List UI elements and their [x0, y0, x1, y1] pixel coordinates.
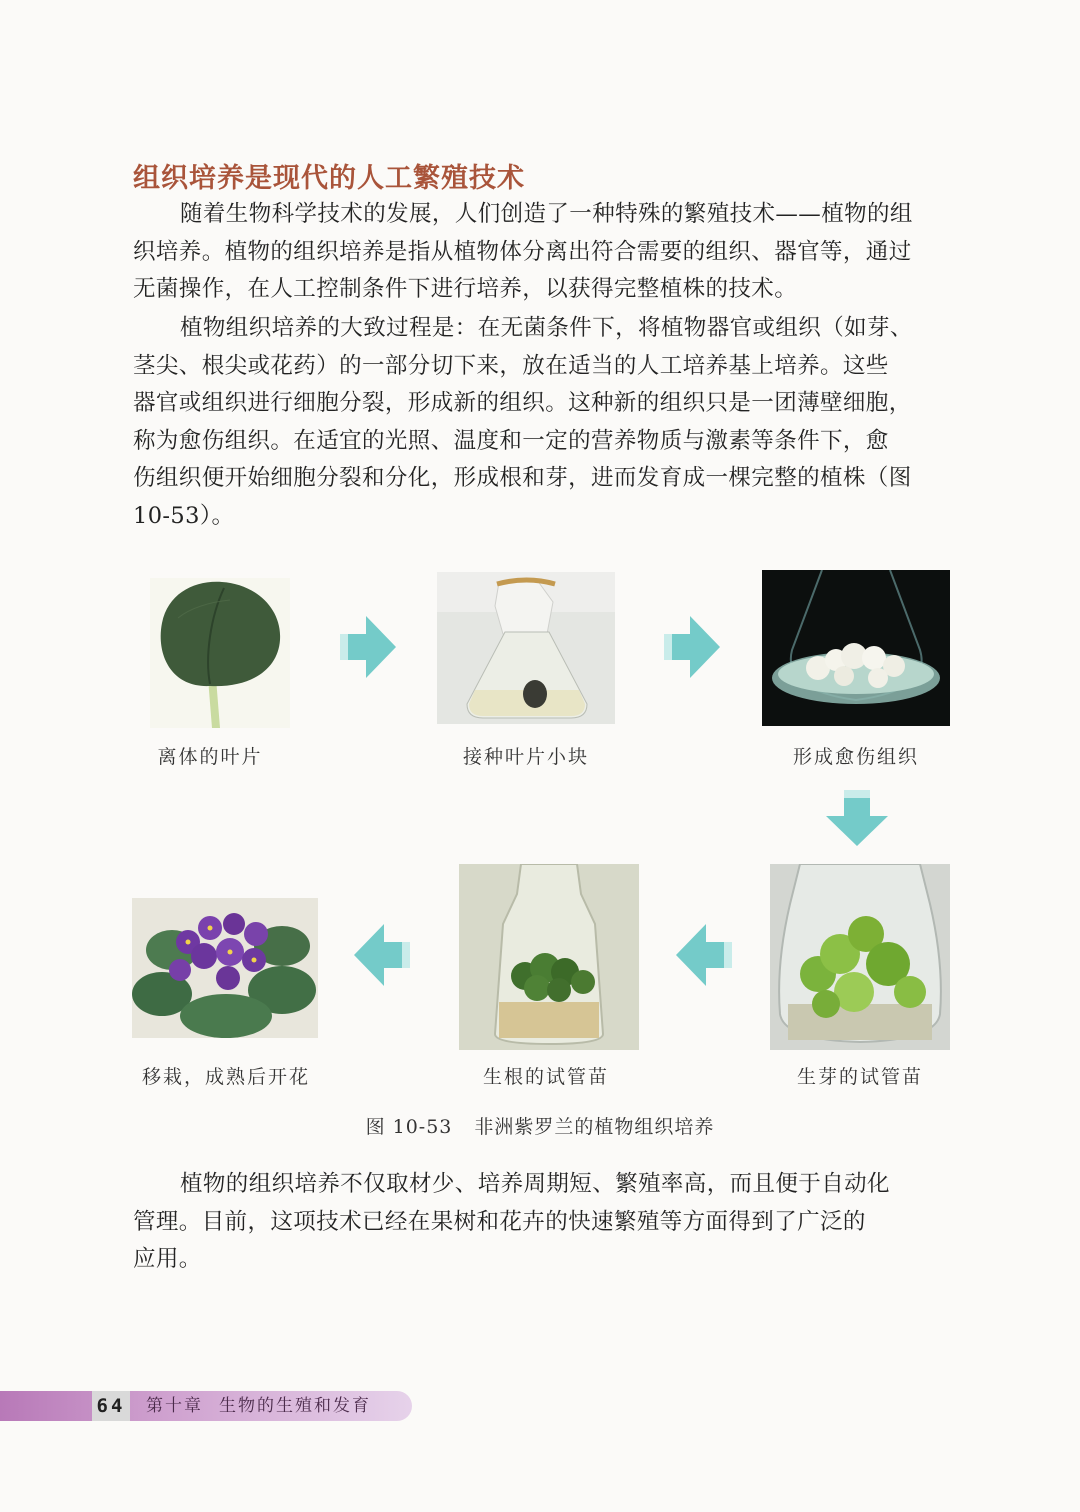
- caption-inoculate: 接种叶片小块: [462, 746, 589, 768]
- arrow-right-icon: [664, 616, 720, 678]
- figure-caption: [0, 1112, 1080, 1139]
- figure-title: 非洲紫罗兰的植物组织培养: [474, 1116, 715, 1138]
- arrow-down-icon: [826, 790, 888, 846]
- section-heading: 组织培养是现代的人工繁殖技术: [133, 163, 525, 194]
- rooted-plantlets-photo: [459, 864, 639, 1050]
- text-line: 茎尖、根尖或花药）的一部分切下来，放在适当的人工培养基上培养。这些: [133, 352, 889, 379]
- text-line: 植物的组织培养不仅取材少、培养周期短、繁殖率高，而且便于自动化: [180, 1171, 890, 1197]
- arrow-left-icon: [354, 924, 410, 986]
- arrow-left-icon: [676, 924, 732, 986]
- text-line: 应用。: [133, 1246, 202, 1273]
- page-number: 64: [92, 1391, 130, 1421]
- figure-number: 图 10-53: [365, 1116, 453, 1138]
- caption-flower: 移栽，成熟后开花: [141, 1066, 310, 1088]
- paragraph-process: [133, 310, 953, 536]
- chapter-title: 生物的生殖和发育: [219, 1396, 371, 1416]
- caption-callus: 形成愈伤组织: [792, 746, 919, 768]
- text-line: 织培养。植物的组织培养是指从植物体分离出符合需要的组织、器官等，通过: [133, 238, 912, 265]
- text-line: 10-53）。: [133, 502, 235, 529]
- caption-root: 生根的试管苗: [482, 1066, 609, 1088]
- text-line: 伤组织便开始细胞分裂和分化，形成根和芽，进而发育成一棵完整的植株（图: [133, 465, 912, 492]
- flowering-violet-photo: [132, 898, 318, 1038]
- chapter-label: [146, 1391, 371, 1421]
- inoculation-flask-photo: [437, 572, 615, 724]
- paragraph-applications: [133, 1166, 953, 1279]
- text-line: 植物组织培养的大致过程是：在无菌条件下，将植物器官或组织（如芽、: [180, 315, 913, 341]
- text-line: 随着生物科学技术的发展，人们创造了一种特殊的繁殖技术——植物的组: [180, 201, 913, 227]
- paragraph-intro: [133, 196, 953, 309]
- shoot-plantlets-photo: [770, 864, 950, 1050]
- text-line: 称为愈伤组织。在适宜的光照、温度和一定的营养物质与激素等条件下，愈: [133, 427, 889, 454]
- text-line: 管理。目前，这项技术已经在果树和花卉的快速繁殖等方面得到了广泛的: [133, 1208, 866, 1235]
- caption-shoot: 生芽的试管苗: [796, 1066, 923, 1088]
- caption-leaf: 离体的叶片: [157, 746, 263, 768]
- text-line: 器官或组织进行细胞分裂，形成新的组织。这种新的组织只是一团薄壁细胞，: [133, 390, 912, 417]
- callus-flask-photo: [762, 570, 950, 726]
- arrow-right-icon: [340, 616, 396, 678]
- chapter-number: 第十章: [146, 1396, 203, 1416]
- leaf-photo: [150, 578, 290, 728]
- text-line: 无菌操作，在人工控制条件下进行培养，以获得完整植株的技术。: [133, 276, 798, 303]
